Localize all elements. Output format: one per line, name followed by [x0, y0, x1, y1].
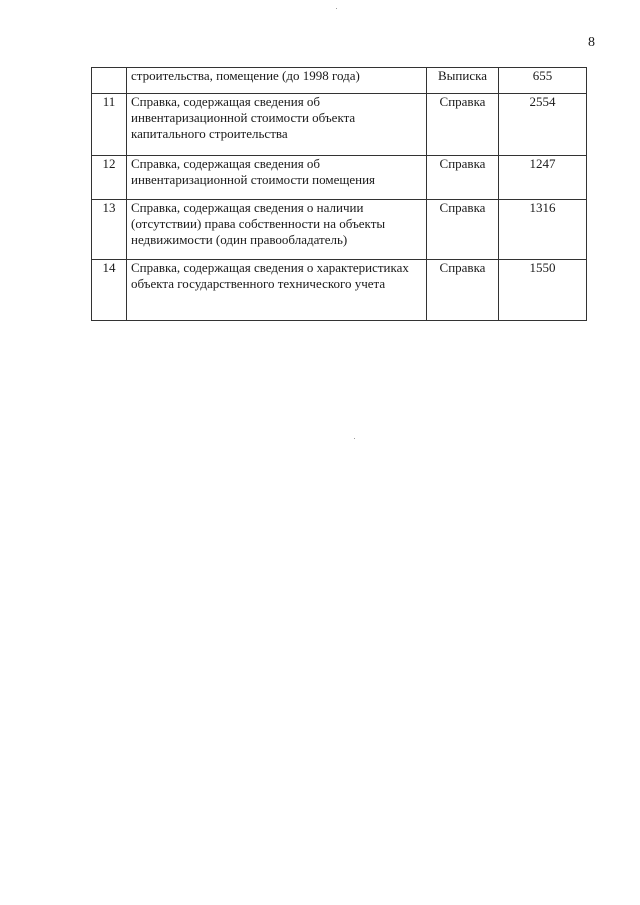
service-name: Справка, содержащая сведения о характеристиках объекта государственного технического учета — [127, 260, 427, 321]
document-type: Справка — [427, 156, 499, 200]
price-value: 655 — [499, 68, 587, 94]
service-name: Справка, содержащая сведения об инвентаризационной стоимости помещения — [127, 156, 427, 200]
service-name: Справка, содержащая сведения об инвентаризационной стоимости объекта капитального строительства — [127, 94, 427, 156]
table-row — [92, 260, 587, 321]
document-type: Справка — [427, 94, 499, 156]
price-value: 1316 — [499, 200, 587, 260]
table-row — [92, 156, 587, 200]
page-number: 8 — [588, 35, 595, 50]
row-number: 12 — [92, 156, 127, 200]
table-row — [92, 200, 587, 260]
scan-speck — [354, 438, 355, 439]
scan-speck — [336, 8, 337, 9]
row-number: 14 — [92, 260, 127, 321]
document-type: Справка — [427, 260, 499, 321]
services-price-table — [91, 67, 587, 321]
table-row — [92, 68, 587, 94]
price-value: 2554 — [499, 94, 587, 156]
row-number: 13 — [92, 200, 127, 260]
document-type: Справка — [427, 200, 499, 260]
row-number: 11 — [92, 94, 127, 156]
price-value: 1247 — [499, 156, 587, 200]
service-name: Справка, содержащая сведения о наличии (отсутствии) права собственности на объекты недвижимости (один правообладатель) — [127, 200, 427, 260]
service-name: строительства, помещение (до 1998 года) — [127, 68, 427, 94]
document-type: Выписка — [427, 68, 499, 94]
table-row — [92, 94, 587, 156]
row-number — [92, 68, 127, 94]
price-value: 1550 — [499, 260, 587, 321]
